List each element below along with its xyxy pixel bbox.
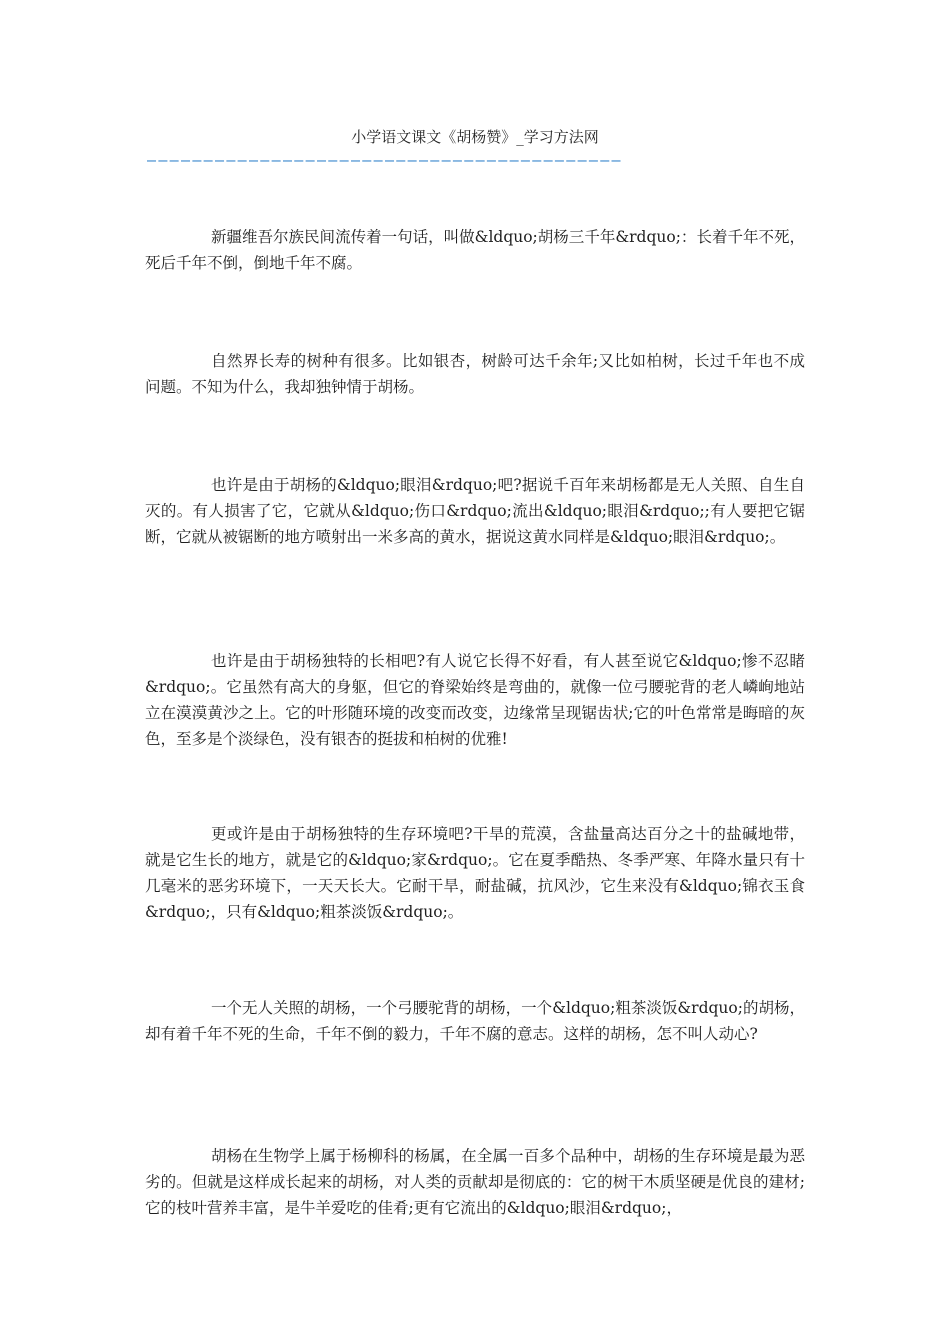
paragraph-7: 胡杨在生物学上属于杨柳科的杨属，在全属一百多个品种中，胡杨的生存环境是最为恶劣的。但就是这样成长起来的胡杨，对人类的贡献却是彻底的：它的树干木质坚硬是优良的建材;它的枝叶营养丰富，是牛羊爱吃的佳肴;更有它流出的&ldquo;眼泪&rdquo;， <box>145 1147 805 1217</box>
paragraph-5: 更或许是由于胡杨独特的生存环境吧?干旱的荒漠，含盐量高达百分之十的盐碱地带，就是它生长的地方，就是它的&ldquo;家&rdquo;。它在夏季酷热、冬季严寒、年降水量只有十几毫米的恶劣环境下，一天天长大。它耐干旱，耐盐碱，抗风沙，它生来没有&ldquo;锦衣玉食&rdquo;，只有&ldquo;粗茶淡饭&rdquo;。 <box>145 825 805 921</box>
paragraph-1: 新疆维吾尔族民间流传着一句话，叫做&ldquo;胡杨三千年&rdquo;：长着千年不死，死后千年不倒，倒地千年不腐。 <box>145 228 805 272</box>
title-divider: —————————————————————————————————————————— <box>147 151 623 169</box>
paragraph-3: 也许是由于胡杨的&ldquo;眼泪&rdquo;吧?据说千百年来胡杨都是无人关照、自生自灭的。有人损害了它，它就从&ldquo;伤口&rdquo;流出&ldquo;眼泪&rdquo;;有人要把它锯断，它就从被锯断的地方喷射出一米多高的黄水，据说这黄水同样是&ldquo;眼泪&rdquo;。 <box>145 476 805 546</box>
paragraph-4: 也许是由于胡杨独特的长相吧?有人说它长得不好看，有人甚至说它&ldquo;惨不忍睹&rdquo;。它虽然有高大的身躯，但它的脊梁始终是弯曲的，就像一位弓腰驼背的老人嶙峋地站立在漠漠黄沙之上。它的叶形随环境的改变而改变，边缘常呈现锯齿状;它的叶色常常是晦暗的灰色，至多是个淡绿色，没有银杏的挺拔和柏树的优雅! <box>145 652 805 748</box>
paragraph-6: 一个无人关照的胡杨，一个弓腰驼背的胡杨，一个&ldquo;粗茶淡饭&rdquo;的胡杨，却有着千年不死的生命，千年不倒的毅力，千年不腐的意志。这样的胡杨，怎不叫人动心? <box>145 999 805 1043</box>
document-title: 小学语文课文《胡杨赞》_学习方法网 <box>351 128 599 146</box>
paragraph-2: 自然界长寿的树种有很多。比如银杏，树龄可达千余年;又比如柏树，长过千年也不成问题。不知为什么，我却独钟情于胡杨。 <box>145 352 805 396</box>
